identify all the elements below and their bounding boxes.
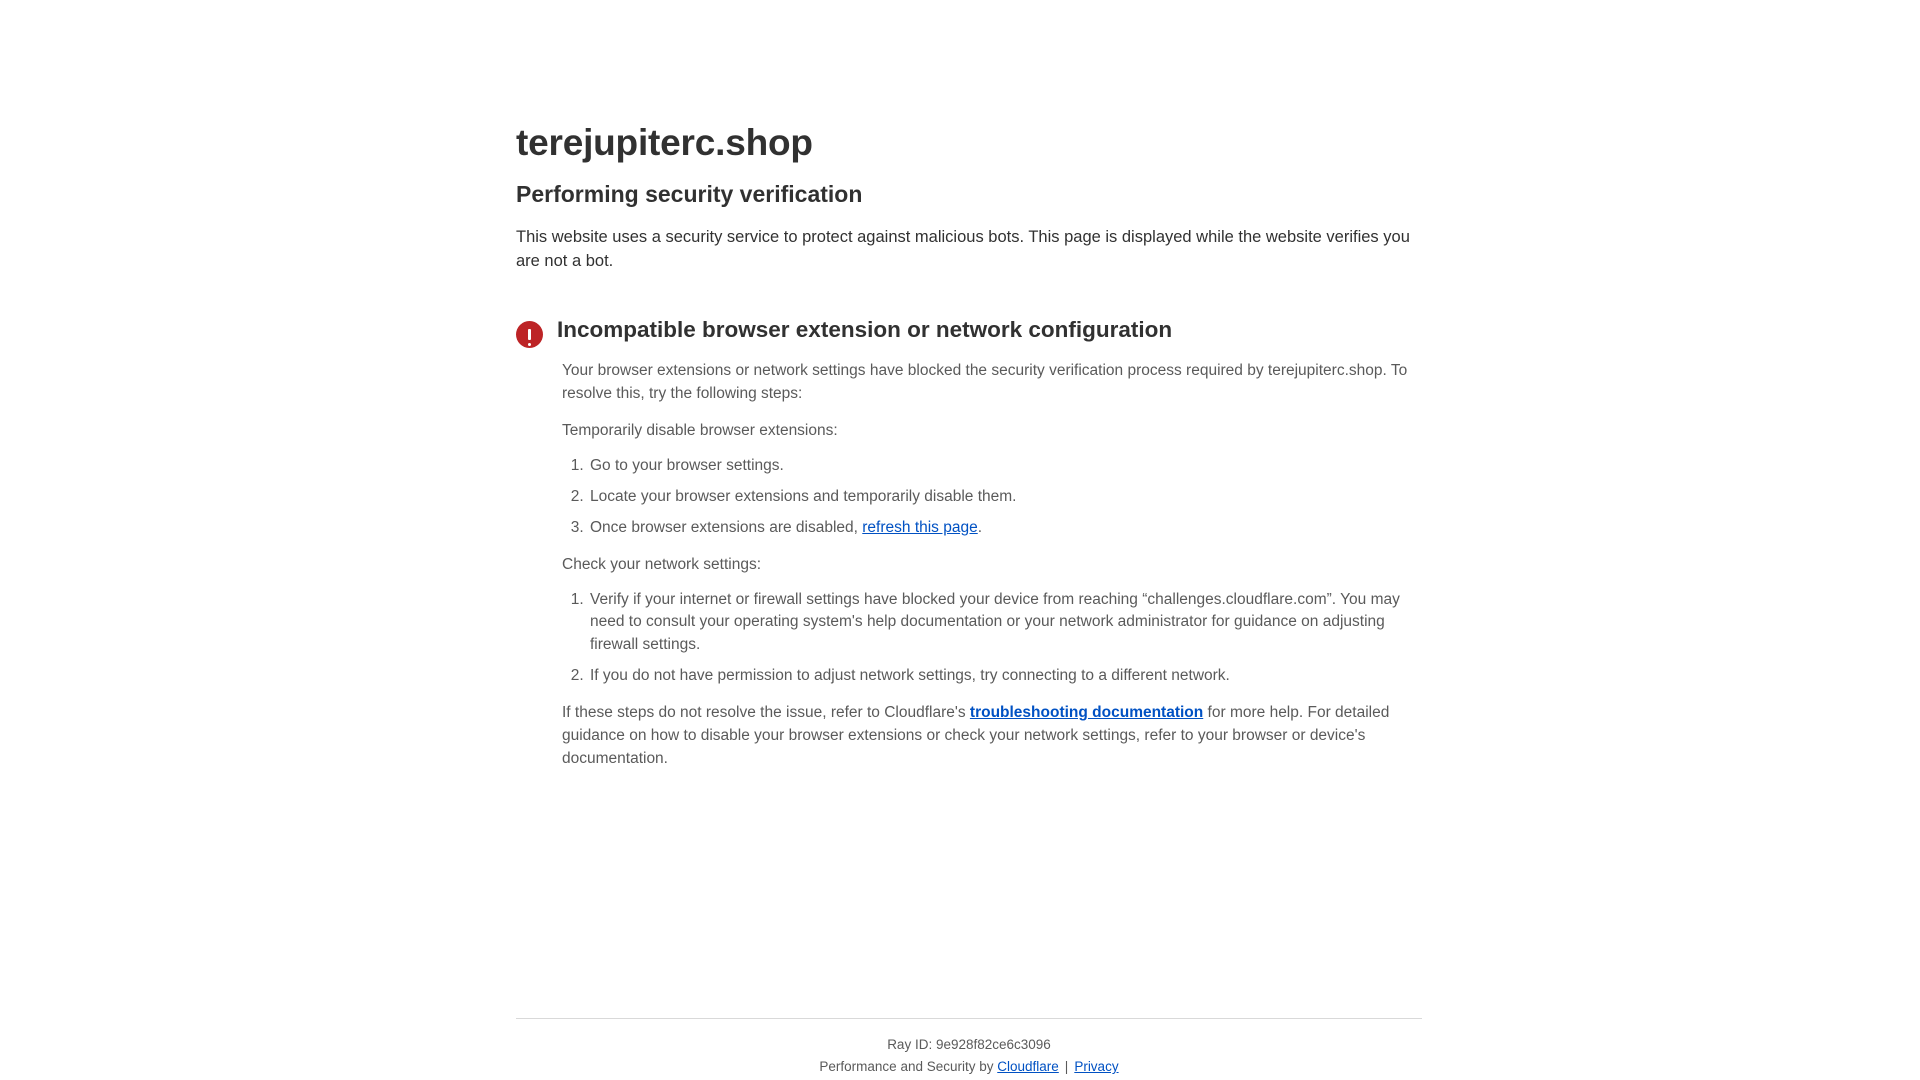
alert-body — [562, 360, 1422, 771]
closing-paragraph — [562, 702, 1422, 771]
error-alert — [516, 316, 1422, 771]
troubleshooting-documentation-link[interactable]: troubleshooting documentation — [969, 704, 1204, 722]
refresh-page-link[interactable]: refresh this page — [862, 518, 978, 536]
network-steps-list — [562, 589, 1422, 689]
extension-steps-list — [562, 455, 1422, 540]
privacy-link[interactable]: Privacy — [1074, 1059, 1119, 1075]
list-item: 2. If you do not have permission to adjust network settings, try connecting to a different network. — [588, 665, 1422, 688]
refresh-step-prefix: Once browser extensions are disabled, — [590, 518, 863, 536]
error-circle-icon — [516, 321, 543, 348]
intro-text: This website uses a security service to protect against malicious bots. This page is displayed while the website verifies you are not a bot. — [516, 228, 1410, 271]
network-section-label: Check your network settings: — [562, 555, 762, 573]
list-item-refresh — [588, 517, 1422, 540]
page-title: terejupiterc.shop — [516, 122, 813, 163]
footer-separator: | — [1064, 1059, 1069, 1075]
main-content — [516, 0, 1422, 785]
closing-suffix: for more help. For detailed guidance on how to disable your browser extensions or check your network settings, refer to your browser or device's documentation. — [562, 704, 1390, 768]
extensions-section-label: Temporarily disable browser extensions: — [562, 421, 838, 439]
performance-line — [516, 1057, 1422, 1077]
list-item: 1. Verify if your internet or firewall settings have blocked your device from reaching “challenges.cloudflare.com”. You may need to consult your operating system's help documentation or your network administrator for guidance on adjusting firewall settings. — [588, 589, 1422, 658]
list-item: 2. Locate your browser extensions and temporarily disable them. — [588, 486, 1422, 509]
closing-prefix: If these steps do not resolve the issue, refer to Cloudflare's — [562, 704, 970, 722]
ray-id: Ray ID: 9e928f82ce6c3096 — [887, 1037, 1051, 1052]
page-footer — [516, 1018, 1422, 1078]
alert-title: Incompatible browser extension or network configuration — [557, 316, 1173, 342]
refresh-step-suffix: . — [977, 518, 983, 536]
alert-header — [516, 316, 1422, 348]
page-subtitle: Performing security verification — [516, 180, 863, 207]
alert-description: Your browser extensions or network settings have blocked the security verification process required by terejupiterc.shop. To resolve this, try the following steps: — [562, 361, 1408, 402]
performance-prefix: Performance and Security by — [819, 1059, 998, 1075]
cloudflare-link[interactable]: Cloudflare — [997, 1059, 1059, 1075]
list-item: 1. Go to your browser settings. — [588, 455, 1422, 478]
